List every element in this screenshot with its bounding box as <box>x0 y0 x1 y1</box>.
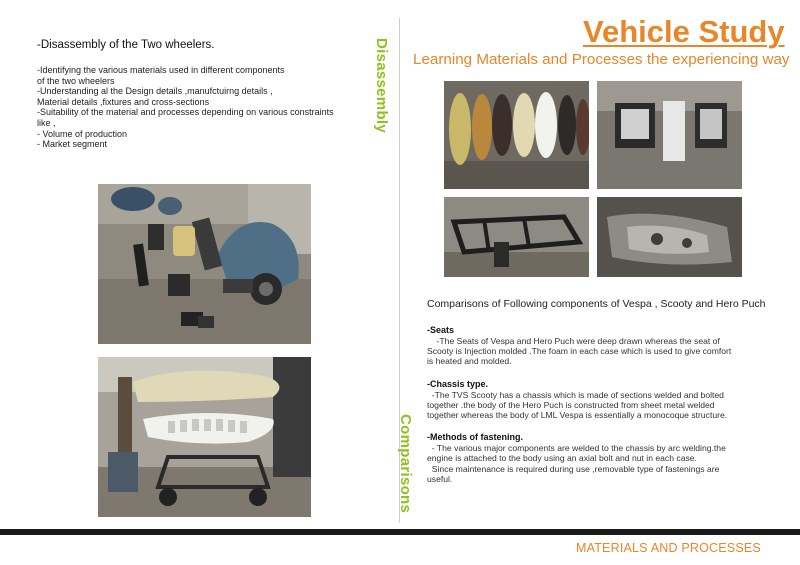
page-subtitle: Learning Materials and Processes the experiencing way <box>413 51 790 68</box>
fastening-text <box>427 443 777 484</box>
body-shell-photo <box>597 197 742 277</box>
chassis-frame-photo <box>444 197 589 277</box>
fastening-section <box>427 432 777 484</box>
intro-line: -Identifying the various materials used in different components <box>37 65 285 75</box>
chassis-text <box>427 390 777 421</box>
seat-pans-photo <box>597 81 742 189</box>
comparisons-heading: Comparisons of Following components of Vespa , Scooty and Hero Puch <box>427 298 766 310</box>
intro-block <box>37 39 357 150</box>
seats-text <box>427 336 777 367</box>
seats-line: -The Seats of Vespa and Hero Puch were deep drawn whereas the seat of <box>427 336 720 346</box>
page-title: Vehicle Study <box>583 14 785 49</box>
chassis-line: together .the body of the Hero Puch is constructed from sheet metal welded <box>427 399 715 410</box>
intro-line: - Market segment <box>37 139 108 150</box>
intro-line: of the two wheelers <box>37 75 115 86</box>
seats-section <box>427 325 777 367</box>
seats-line: Scooty is Injection molded .The foam in each case which is used to give comfort <box>427 346 732 357</box>
seats-title: -Seats <box>427 325 455 335</box>
chassis-section <box>427 379 777 421</box>
intro-line: like , <box>37 117 56 128</box>
fastening-line: Since maintenance is required during use ,removable type of fastenings are <box>427 463 720 474</box>
comparisons-block <box>427 298 777 496</box>
chassis-line: together whereas the body of LML Vespa is essentially a monocoque structure. <box>427 410 728 421</box>
seats-lineup-photo <box>444 81 589 189</box>
comparisons-label: Comparisons <box>397 414 414 514</box>
disassembly-label: Disassembly <box>373 38 390 134</box>
intro-line: Material details ,fixtures and cross-sections <box>37 96 210 107</box>
disassembly-photo <box>98 184 311 344</box>
fastening-line: useful. <box>427 473 453 484</box>
intro-list <box>37 65 357 150</box>
chassis-line: -The TVS Scooty has a chassis which is made of sections welded and bolted <box>427 389 724 400</box>
fastening-title: -Methods of fastening. <box>427 432 523 443</box>
intro-line: - Volume of production <box>37 128 128 139</box>
intro-line: -Suitability of the material and processes depending on various constraints <box>37 107 334 118</box>
seat-handling-photo <box>98 357 311 517</box>
fastening-line: - The various major components are welded to the chassis by arc welding.the <box>427 443 726 454</box>
intro-title: -Disassembly of the Two wheelers. <box>37 39 215 51</box>
chassis-title: -Chassis type. <box>427 378 489 389</box>
footer-label: MATERIALS AND PROCESSES <box>576 541 761 555</box>
bottom-rule <box>0 529 800 535</box>
intro-line: -Understanding al the Design details ,manufctuirng details , <box>37 86 273 97</box>
seats-line: is heated and molded. <box>427 356 512 367</box>
fastening-line: engine is attached to the body using an axial bolt and nut in each case. <box>427 453 697 464</box>
